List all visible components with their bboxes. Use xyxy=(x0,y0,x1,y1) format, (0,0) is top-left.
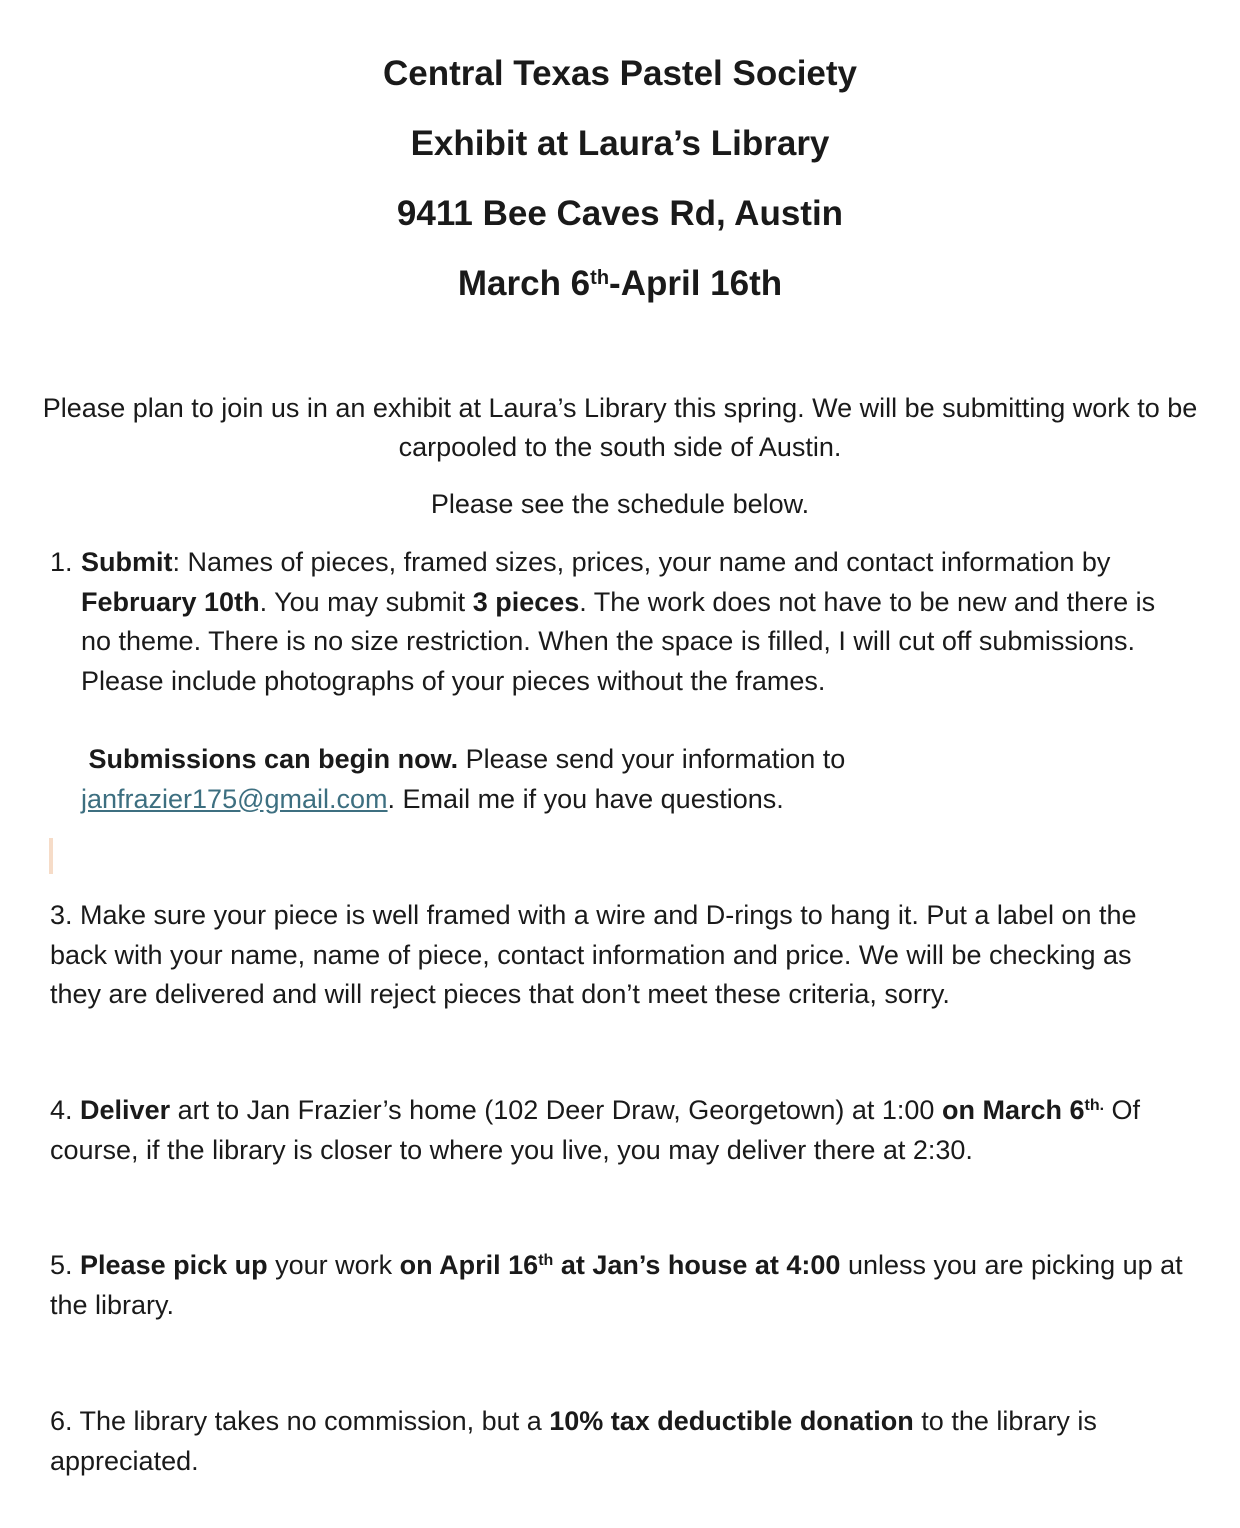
item-4-number: 4. xyxy=(50,1095,81,1125)
submit-label: Submit xyxy=(81,547,173,577)
highlight-mark xyxy=(49,838,53,874)
pickup-text-1: your work xyxy=(267,1250,400,1280)
deliver-label: Deliver xyxy=(80,1095,171,1125)
donation-text-2: to the library is appreciated. xyxy=(50,1406,1097,1476)
pickup-date-suffix: th xyxy=(538,1252,554,1269)
org-title: Central Texas Pastel Society xyxy=(382,54,858,93)
donation-text-1: 6. The library takes no commission, but a xyxy=(50,1406,550,1436)
deadline: February 10th xyxy=(81,586,260,617)
submissions-note xyxy=(81,740,1191,819)
item-5-pickup xyxy=(50,1246,1190,1325)
email-link[interactable]: janfrazier175@gmail.com xyxy=(81,783,388,814)
intro-paragraph: Please plan to join us in an exhibit at Laura’s Library this spring. We will be submitting work to be carpooled to the south side of Austin. xyxy=(42,393,1198,462)
pickup-text-2: unless you are picking up at the library. xyxy=(50,1250,1183,1320)
date-start-suffix: th xyxy=(590,267,610,289)
piece-limit: 3 pieces xyxy=(472,586,580,617)
deliver-text-1: art to Jan Frazier’s home (102 Deer Draw, Georgetown) at 1:00 xyxy=(170,1095,942,1125)
donation-amount: 10% tax deductible donation xyxy=(549,1406,914,1436)
item-1-submit xyxy=(81,543,1191,701)
deliver-date: on March 6 xyxy=(941,1095,1085,1125)
schedule-note: Please see the schedule below. xyxy=(430,489,810,519)
item-5-number: 5. xyxy=(50,1250,81,1280)
address-title: 9411 Bee Caves Rd, Austin xyxy=(396,194,844,233)
item-1-number: 1. xyxy=(50,547,73,577)
date-end: -April 16th xyxy=(609,264,783,303)
exhibit-title: Exhibit at Laura’s Library xyxy=(410,124,830,163)
item-6-donation xyxy=(50,1402,1190,1481)
submissions-begin: Submissions can begin now. xyxy=(88,744,459,774)
pickup-place: at Jan’s house at 4:00 xyxy=(553,1250,841,1280)
item-3-framing: 3. Make sure your piece is well framed with a wire and D-rings to hang it. Put a label on the back with your name, name of piece, contact information and price. We will be checking as they are delivered and will reject pieces that don’t meet these criteria, sorry. xyxy=(50,900,1137,1009)
pickup-date: on April 16 xyxy=(399,1250,539,1280)
pickup-label: Please pick up xyxy=(80,1250,268,1280)
submissions-text-2: . Email me if you have questions. xyxy=(387,783,784,814)
item-4-deliver xyxy=(50,1091,1190,1170)
date-start: March 6 xyxy=(457,264,591,303)
deliver-date-suffix: th. xyxy=(1084,1097,1105,1114)
submit-text-2: . You may submit xyxy=(259,586,473,617)
date-range-title xyxy=(0,264,1240,304)
submit-text-3: . The work does not have to be new and there is no theme. There is no size restriction. When the space is filled, I will cut off submissions. Please include photographs of your pieces without the frames. xyxy=(81,586,1156,696)
submissions-text-1: Please send your information to xyxy=(458,744,846,774)
deliver-text-2: Of course, if the library is closer to where you live, you may deliver there at 2:30. xyxy=(50,1095,1141,1165)
submit-text-1: : Names of pieces, framed sizes, prices, your name and contact information by xyxy=(172,547,1111,577)
